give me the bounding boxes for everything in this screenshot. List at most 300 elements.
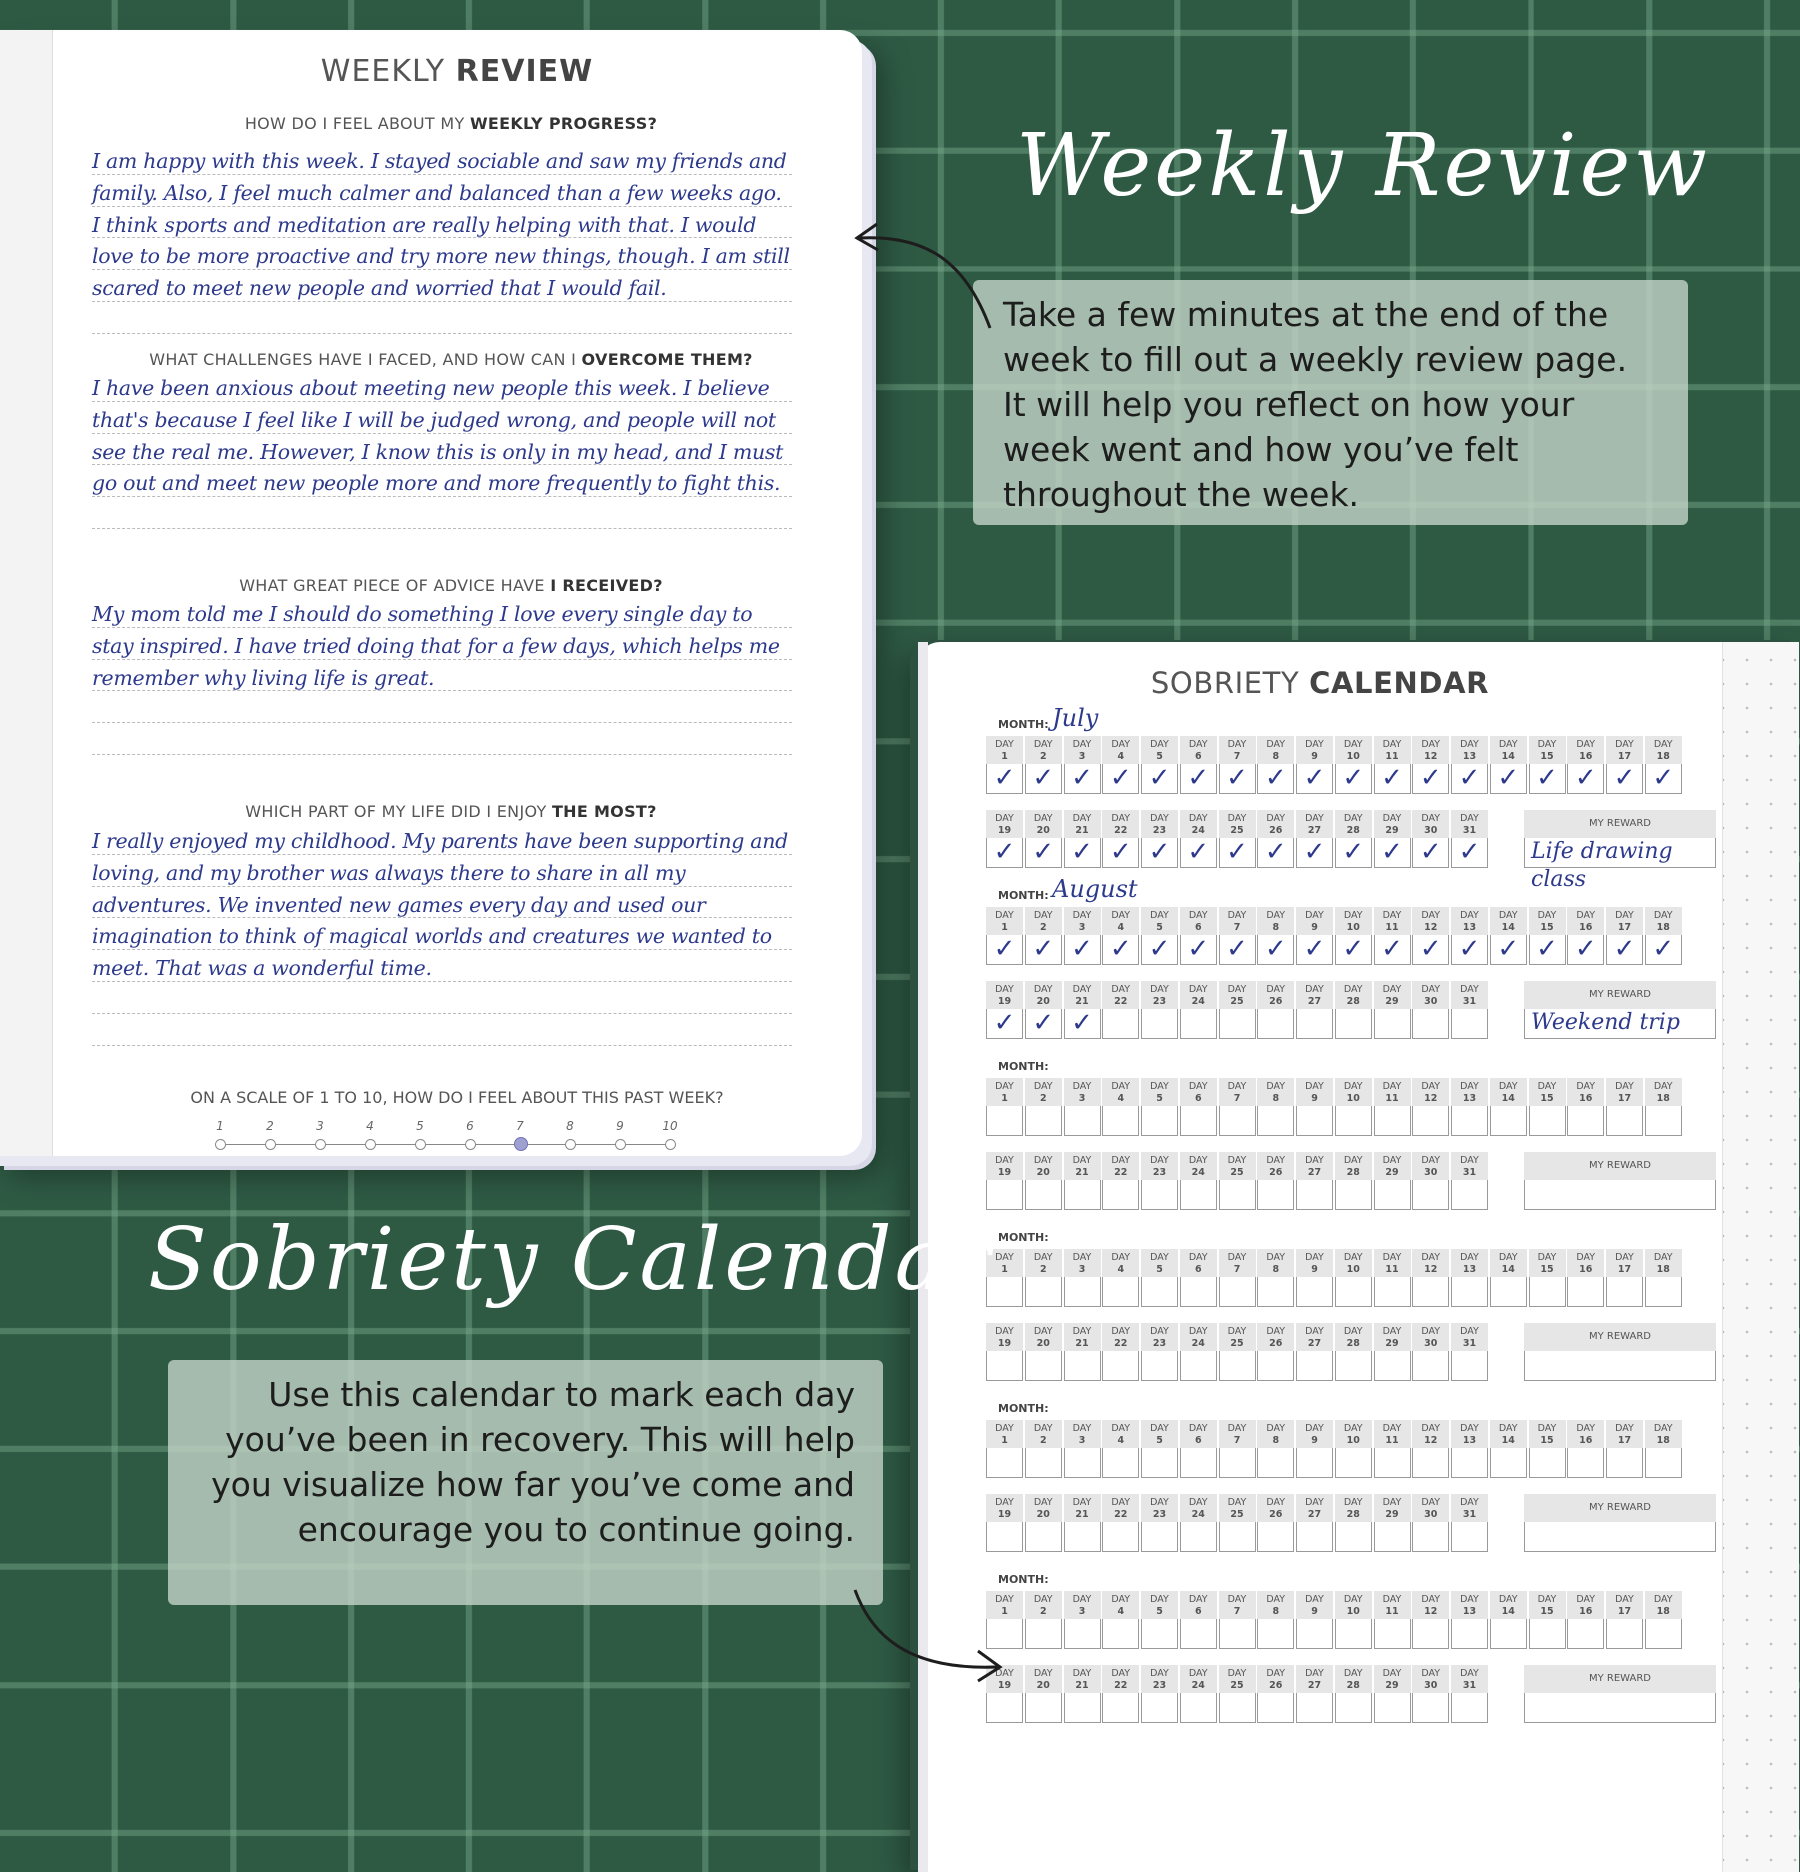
day-checkbox[interactable] [1374,1693,1411,1723]
day-checkbox[interactable] [1529,1106,1566,1136]
day-cell[interactable] [1141,736,1178,794]
day-checkbox[interactable] [1219,1351,1256,1381]
day-cell[interactable] [986,907,1023,965]
day-checkbox[interactable] [1102,1180,1139,1210]
day-cell[interactable] [1606,1078,1643,1136]
day-cell[interactable] [1412,1152,1449,1210]
day-checkbox[interactable] [1219,1619,1256,1649]
day-cell[interactable] [1335,1591,1372,1649]
day-checkbox[interactable] [1296,1180,1333,1210]
day-checkbox[interactable] [1102,1693,1139,1723]
day-cell[interactable] [1257,1152,1294,1210]
day-checkbox-checked[interactable]: ✓ [1412,935,1449,965]
day-checkbox[interactable] [1451,1522,1488,1552]
reward-cell[interactable] [1524,1665,1716,1723]
day-cell[interactable] [1490,1420,1527,1478]
day-checkbox[interactable] [1490,1106,1527,1136]
day-cell[interactable] [1412,1420,1449,1478]
day-cell[interactable] [1412,1665,1449,1723]
scale-point[interactable] [665,1139,676,1150]
day-checkbox-checked[interactable]: ✓ [1529,935,1566,965]
day-checkbox[interactable] [1645,1448,1682,1478]
day-cell[interactable] [1606,1420,1643,1478]
day-cell[interactable] [1141,1152,1178,1210]
day-checkbox[interactable] [1141,1180,1178,1210]
day-cell[interactable] [1451,981,1488,1039]
day-checkbox[interactable] [1529,1619,1566,1649]
day-checkbox[interactable] [1180,1106,1217,1136]
reward-value[interactable]: Life drawing class [1524,838,1716,868]
day-checkbox[interactable] [1606,1448,1643,1478]
day-checkbox[interactable] [1374,1277,1411,1307]
day-cell[interactable] [1412,1249,1449,1307]
day-cell[interactable] [1529,1591,1566,1649]
day-checkbox[interactable] [1025,1693,1062,1723]
day-cell[interactable] [1219,981,1256,1039]
day-checkbox[interactable] [1025,1448,1062,1478]
day-checkbox[interactable] [1451,1693,1488,1723]
day-checkbox[interactable] [1064,1106,1101,1136]
day-checkbox[interactable] [1335,1619,1372,1649]
day-cell[interactable] [1451,907,1488,965]
day-cell[interactable] [1025,1494,1062,1552]
day-checkbox-checked[interactable]: ✓ [1141,764,1178,794]
day-cell[interactable] [1374,981,1411,1039]
day-checkbox-checked[interactable]: ✓ [1025,1009,1062,1039]
day-cell[interactable] [1180,1249,1217,1307]
day-cell[interactable] [1025,1665,1062,1723]
day-cell[interactable] [1606,1591,1643,1649]
day-cell[interactable] [1374,907,1411,965]
day-cell[interactable] [1335,1152,1372,1210]
day-checkbox[interactable] [1567,1448,1604,1478]
day-checkbox[interactable] [1102,1277,1139,1307]
day-checkbox[interactable] [986,1180,1023,1210]
day-cell[interactable] [1141,1249,1178,1307]
day-checkbox-checked[interactable]: ✓ [1490,935,1527,965]
day-checkbox-checked[interactable]: ✓ [1529,764,1566,794]
answer-4-text[interactable]: I really enjoyed my childhood. My parents have been supporting and loving, and my brother was always there to share in all my adventures. We invented new games every day and used our imagination to think of magical worlds and creatures we wanted to meet. That was a wonderful time. [92,829,788,981]
day-cell[interactable] [1490,1591,1527,1649]
day-cell[interactable] [1451,1591,1488,1649]
day-checkbox[interactable] [1451,1351,1488,1381]
day-checkbox[interactable] [1180,1180,1217,1210]
day-checkbox[interactable] [1412,1009,1449,1039]
day-checkbox[interactable] [1645,1619,1682,1649]
scale-point[interactable] [265,1139,276,1150]
day-checkbox[interactable] [1490,1448,1527,1478]
day-cell[interactable] [1141,1591,1178,1649]
day-checkbox[interactable] [1064,1448,1101,1478]
month-value[interactable]: August [1052,875,1138,903]
day-checkbox[interactable] [1374,1180,1411,1210]
day-checkbox-checked[interactable]: ✓ [1606,935,1643,965]
day-checkbox[interactable] [1567,1277,1604,1307]
day-cell[interactable] [1296,1665,1333,1723]
day-checkbox-checked[interactable]: ✓ [1257,935,1294,965]
day-cell[interactable] [986,736,1023,794]
day-cell[interactable] [1296,1494,1333,1552]
reward-cell[interactable] [1524,1323,1716,1381]
day-cell[interactable] [1064,1249,1101,1307]
day-checkbox-checked[interactable]: ✓ [1335,764,1372,794]
reward-cell[interactable] [1524,981,1716,1039]
day-checkbox-checked[interactable]: ✓ [1645,764,1682,794]
day-checkbox-checked[interactable]: ✓ [1374,838,1411,868]
day-checkbox[interactable] [1064,1619,1101,1649]
day-checkbox[interactable] [1529,1277,1566,1307]
day-cell[interactable] [1064,1494,1101,1552]
day-cell[interactable] [1257,1494,1294,1552]
day-checkbox[interactable] [1412,1693,1449,1723]
day-checkbox[interactable] [1257,1180,1294,1210]
day-checkbox[interactable] [1219,1277,1256,1307]
day-checkbox-checked[interactable]: ✓ [1180,838,1217,868]
day-cell[interactable] [1412,907,1449,965]
day-cell[interactable] [1025,1591,1062,1649]
day-checkbox[interactable] [1102,1351,1139,1381]
day-cell[interactable] [1025,736,1062,794]
day-checkbox[interactable] [1102,1522,1139,1552]
day-cell[interactable] [1645,1078,1682,1136]
day-checkbox-checked[interactable]: ✓ [1257,838,1294,868]
day-cell[interactable] [986,1420,1023,1478]
day-checkbox[interactable] [1141,1009,1178,1039]
day-cell[interactable] [1451,1078,1488,1136]
day-checkbox[interactable] [1412,1277,1449,1307]
day-cell[interactable] [1645,907,1682,965]
day-cell[interactable] [1180,907,1217,965]
day-cell[interactable] [1374,1078,1411,1136]
scale-point[interactable] [315,1139,326,1150]
day-cell[interactable] [1374,736,1411,794]
day-cell[interactable] [1335,1494,1372,1552]
day-cell[interactable] [1180,810,1217,868]
day-cell[interactable] [1567,907,1604,965]
day-cell[interactable] [1451,810,1488,868]
day-checkbox[interactable] [1102,1106,1139,1136]
day-checkbox[interactable] [1412,1522,1449,1552]
day-checkbox[interactable] [986,1693,1023,1723]
day-cell[interactable] [1180,1323,1217,1381]
day-cell[interactable] [1645,1591,1682,1649]
day-cell[interactable] [1296,1152,1333,1210]
day-checkbox[interactable] [1141,1106,1178,1136]
day-cell[interactable] [1451,1420,1488,1478]
day-checkbox-checked[interactable]: ✓ [1180,764,1217,794]
day-cell[interactable] [1141,907,1178,965]
day-checkbox-checked[interactable]: ✓ [1451,838,1488,868]
day-cell[interactable] [1451,1494,1488,1552]
scale-point-selected[interactable] [514,1137,528,1151]
day-cell[interactable] [1335,1323,1372,1381]
day-checkbox[interactable] [1335,1277,1372,1307]
day-checkbox[interactable] [1335,1351,1372,1381]
day-cell[interactable] [1412,1078,1449,1136]
day-cell[interactable] [1219,736,1256,794]
day-checkbox-checked[interactable]: ✓ [1412,764,1449,794]
day-cell[interactable] [1219,810,1256,868]
day-cell[interactable] [1064,907,1101,965]
day-cell[interactable] [986,1152,1023,1210]
day-checkbox[interactable] [1606,1619,1643,1649]
day-checkbox[interactable] [1374,1351,1411,1381]
day-checkbox[interactable] [1219,1693,1256,1723]
day-checkbox[interactable] [1102,1619,1139,1649]
day-cell[interactable] [1141,1420,1178,1478]
day-checkbox[interactable] [1335,1693,1372,1723]
day-cell[interactable] [1451,1665,1488,1723]
day-cell[interactable] [1296,810,1333,868]
day-cell[interactable] [1606,736,1643,794]
day-cell[interactable] [1257,1249,1294,1307]
day-checkbox[interactable] [1451,1106,1488,1136]
day-cell[interactable] [1025,1323,1062,1381]
day-checkbox-checked[interactable]: ✓ [1296,935,1333,965]
day-cell[interactable] [1257,736,1294,794]
day-cell[interactable] [1606,1249,1643,1307]
day-checkbox[interactable] [1374,1009,1411,1039]
day-checkbox-checked[interactable]: ✓ [1219,935,1256,965]
day-checkbox-checked[interactable]: ✓ [1567,935,1604,965]
day-cell[interactable] [1102,981,1139,1039]
day-cell[interactable] [986,981,1023,1039]
day-cell[interactable] [1296,907,1333,965]
day-cell[interactable] [1141,1078,1178,1136]
day-checkbox-checked[interactable]: ✓ [1180,935,1217,965]
reward-value[interactable] [1524,1693,1716,1723]
day-checkbox[interactable] [1257,1351,1294,1381]
day-cell[interactable] [1296,736,1333,794]
day-checkbox[interactable] [1567,1619,1604,1649]
day-checkbox[interactable] [1374,1522,1411,1552]
day-cell[interactable] [1102,1494,1139,1552]
answer-2-text[interactable]: I have been anxious about meeting new people this week. I believe that's because I feel like I will be judged wrong, and people will not see the real me. However, I know this is only in my head, and I must go out and meet new people more and more frequently to fight this. [92,376,784,496]
day-cell[interactable] [1529,1420,1566,1478]
day-cell[interactable] [1102,1323,1139,1381]
day-checkbox[interactable] [1296,1009,1333,1039]
day-checkbox-checked[interactable]: ✓ [1412,838,1449,868]
day-checkbox[interactable] [1412,1619,1449,1649]
day-cell[interactable] [1219,1591,1256,1649]
day-checkbox[interactable] [1567,1106,1604,1136]
day-checkbox[interactable] [1296,1277,1333,1307]
day-checkbox[interactable] [1335,1448,1372,1478]
day-cell[interactable] [1451,736,1488,794]
day-checkbox[interactable] [1374,1448,1411,1478]
reward-cell[interactable] [1524,1152,1716,1210]
day-cell[interactable] [1141,1665,1178,1723]
day-checkbox[interactable] [1141,1522,1178,1552]
day-checkbox[interactable] [1490,1619,1527,1649]
day-cell[interactable] [1180,1494,1217,1552]
day-cell[interactable] [1451,1249,1488,1307]
scale-point[interactable] [215,1139,226,1150]
day-checkbox[interactable] [1180,1693,1217,1723]
day-checkbox[interactable] [986,1106,1023,1136]
day-checkbox[interactable] [986,1522,1023,1552]
day-checkbox-checked[interactable]: ✓ [1064,838,1101,868]
day-checkbox-checked[interactable]: ✓ [1335,935,1372,965]
day-cell[interactable] [1567,1078,1604,1136]
day-checkbox[interactable] [1141,1693,1178,1723]
day-checkbox[interactable] [1296,1448,1333,1478]
day-cell[interactable] [1451,1152,1488,1210]
day-checkbox[interactable] [1606,1106,1643,1136]
day-cell[interactable] [1257,1078,1294,1136]
day-cell[interactable] [1180,981,1217,1039]
day-cell[interactable] [1335,1665,1372,1723]
day-checkbox[interactable] [1141,1351,1178,1381]
day-checkbox[interactable] [1451,1180,1488,1210]
day-cell[interactable] [1257,1323,1294,1381]
day-cell[interactable] [1296,1591,1333,1649]
day-checkbox[interactable] [1335,1180,1372,1210]
day-checkbox-checked[interactable]: ✓ [1064,1009,1101,1039]
day-cell[interactable] [1025,1249,1062,1307]
day-cell[interactable] [1257,1591,1294,1649]
day-cell[interactable] [1219,1078,1256,1136]
day-cell[interactable] [1606,907,1643,965]
day-cell[interactable] [1180,1152,1217,1210]
day-checkbox[interactable] [1296,1619,1333,1649]
day-checkbox-checked[interactable]: ✓ [1490,764,1527,794]
day-checkbox-checked[interactable]: ✓ [1451,764,1488,794]
day-cell[interactable] [1102,1665,1139,1723]
day-cell[interactable] [1296,1420,1333,1478]
day-checkbox[interactable] [1025,1106,1062,1136]
day-cell[interactable] [1219,1420,1256,1478]
day-cell[interactable] [1335,981,1372,1039]
day-cell[interactable] [1374,1420,1411,1478]
day-cell[interactable] [1025,981,1062,1039]
day-checkbox[interactable] [1102,1009,1139,1039]
day-cell[interactable] [1645,736,1682,794]
day-checkbox-checked[interactable]: ✓ [1257,764,1294,794]
day-checkbox[interactable] [1219,1522,1256,1552]
day-cell[interactable] [1025,1152,1062,1210]
day-cell[interactable] [1102,1420,1139,1478]
day-checkbox[interactable] [1335,1106,1372,1136]
day-checkbox[interactable] [1412,1351,1449,1381]
day-cell[interactable] [1141,981,1178,1039]
day-cell[interactable] [1335,810,1372,868]
scale-point[interactable] [365,1139,376,1150]
day-cell[interactable] [1257,907,1294,965]
day-checkbox[interactable] [1180,1448,1217,1478]
day-checkbox[interactable] [1064,1522,1101,1552]
day-cell[interactable] [1374,1591,1411,1649]
day-checkbox[interactable] [1025,1351,1062,1381]
day-cell[interactable] [1374,1323,1411,1381]
day-cell[interactable] [1102,736,1139,794]
day-cell[interactable] [1064,981,1101,1039]
day-checkbox[interactable] [1064,1351,1101,1381]
day-checkbox-checked[interactable]: ✓ [1645,935,1682,965]
month-value[interactable]: July [1052,704,1099,732]
day-checkbox[interactable] [1064,1277,1101,1307]
day-cell[interactable] [1451,1323,1488,1381]
day-cell[interactable] [1374,1249,1411,1307]
day-checkbox[interactable] [1257,1522,1294,1552]
day-checkbox[interactable] [1645,1277,1682,1307]
day-checkbox-checked[interactable]: ✓ [986,838,1023,868]
day-cell[interactable] [1567,736,1604,794]
day-checkbox-checked[interactable]: ✓ [1102,838,1139,868]
reward-value[interactable] [1524,1180,1716,1210]
day-checkbox[interactable] [1296,1522,1333,1552]
day-checkbox[interactable] [1451,1277,1488,1307]
day-cell[interactable] [1645,1420,1682,1478]
day-checkbox[interactable] [1257,1448,1294,1478]
day-checkbox[interactable] [1180,1522,1217,1552]
day-cell[interactable] [1335,1078,1372,1136]
day-checkbox[interactable] [1025,1180,1062,1210]
day-checkbox[interactable] [1141,1619,1178,1649]
day-cell[interactable] [1219,1665,1256,1723]
day-cell[interactable] [1102,1591,1139,1649]
day-cell[interactable] [1490,907,1527,965]
day-checkbox-checked[interactable]: ✓ [1219,838,1256,868]
day-checkbox-checked[interactable]: ✓ [986,1009,1023,1039]
day-checkbox[interactable] [986,1448,1023,1478]
day-checkbox[interactable] [1335,1522,1372,1552]
day-checkbox[interactable] [1296,1351,1333,1381]
day-cell[interactable] [1567,1591,1604,1649]
day-checkbox[interactable] [1412,1106,1449,1136]
day-cell[interactable] [1374,810,1411,868]
day-cell[interactable] [1102,810,1139,868]
day-cell[interactable] [1180,736,1217,794]
day-checkbox[interactable] [1180,1277,1217,1307]
day-checkbox-checked[interactable]: ✓ [986,935,1023,965]
day-cell[interactable] [1490,736,1527,794]
day-checkbox-checked[interactable]: ✓ [1025,838,1062,868]
day-checkbox[interactable] [1490,1277,1527,1307]
day-cell[interactable] [1567,1420,1604,1478]
day-checkbox[interactable] [1219,1448,1256,1478]
day-cell[interactable] [1490,1078,1527,1136]
day-checkbox[interactable] [1257,1277,1294,1307]
day-checkbox[interactable] [1451,1448,1488,1478]
day-checkbox[interactable] [1025,1619,1062,1649]
answer-3-text[interactable]: My mom told me I should do something I love every single day to stay inspired. I have tried doing that for a few days, which helps me remember why living life is great. [92,602,780,690]
day-cell[interactable] [1141,810,1178,868]
day-cell[interactable] [1064,1323,1101,1381]
day-cell[interactable] [1412,1591,1449,1649]
day-checkbox[interactable] [1025,1522,1062,1552]
day-checkbox[interactable] [1180,1009,1217,1039]
day-cell[interactable] [1257,1420,1294,1478]
day-cell[interactable] [1335,1420,1372,1478]
day-cell[interactable] [1064,1152,1101,1210]
day-checkbox[interactable] [1219,1106,1256,1136]
day-checkbox[interactable] [1180,1351,1217,1381]
day-checkbox[interactable] [1257,1009,1294,1039]
day-checkbox[interactable] [1219,1009,1256,1039]
day-cell[interactable] [1257,810,1294,868]
day-checkbox-checked[interactable]: ✓ [1102,935,1139,965]
day-cell[interactable] [1025,907,1062,965]
day-cell[interactable] [1412,1323,1449,1381]
day-checkbox[interactable] [1064,1693,1101,1723]
day-checkbox-checked[interactable]: ✓ [1025,764,1062,794]
day-checkbox[interactable] [1374,1619,1411,1649]
day-cell[interactable] [1180,1420,1217,1478]
day-checkbox-checked[interactable]: ✓ [1064,935,1101,965]
day-cell[interactable] [1412,981,1449,1039]
day-checkbox-checked[interactable]: ✓ [1064,764,1101,794]
